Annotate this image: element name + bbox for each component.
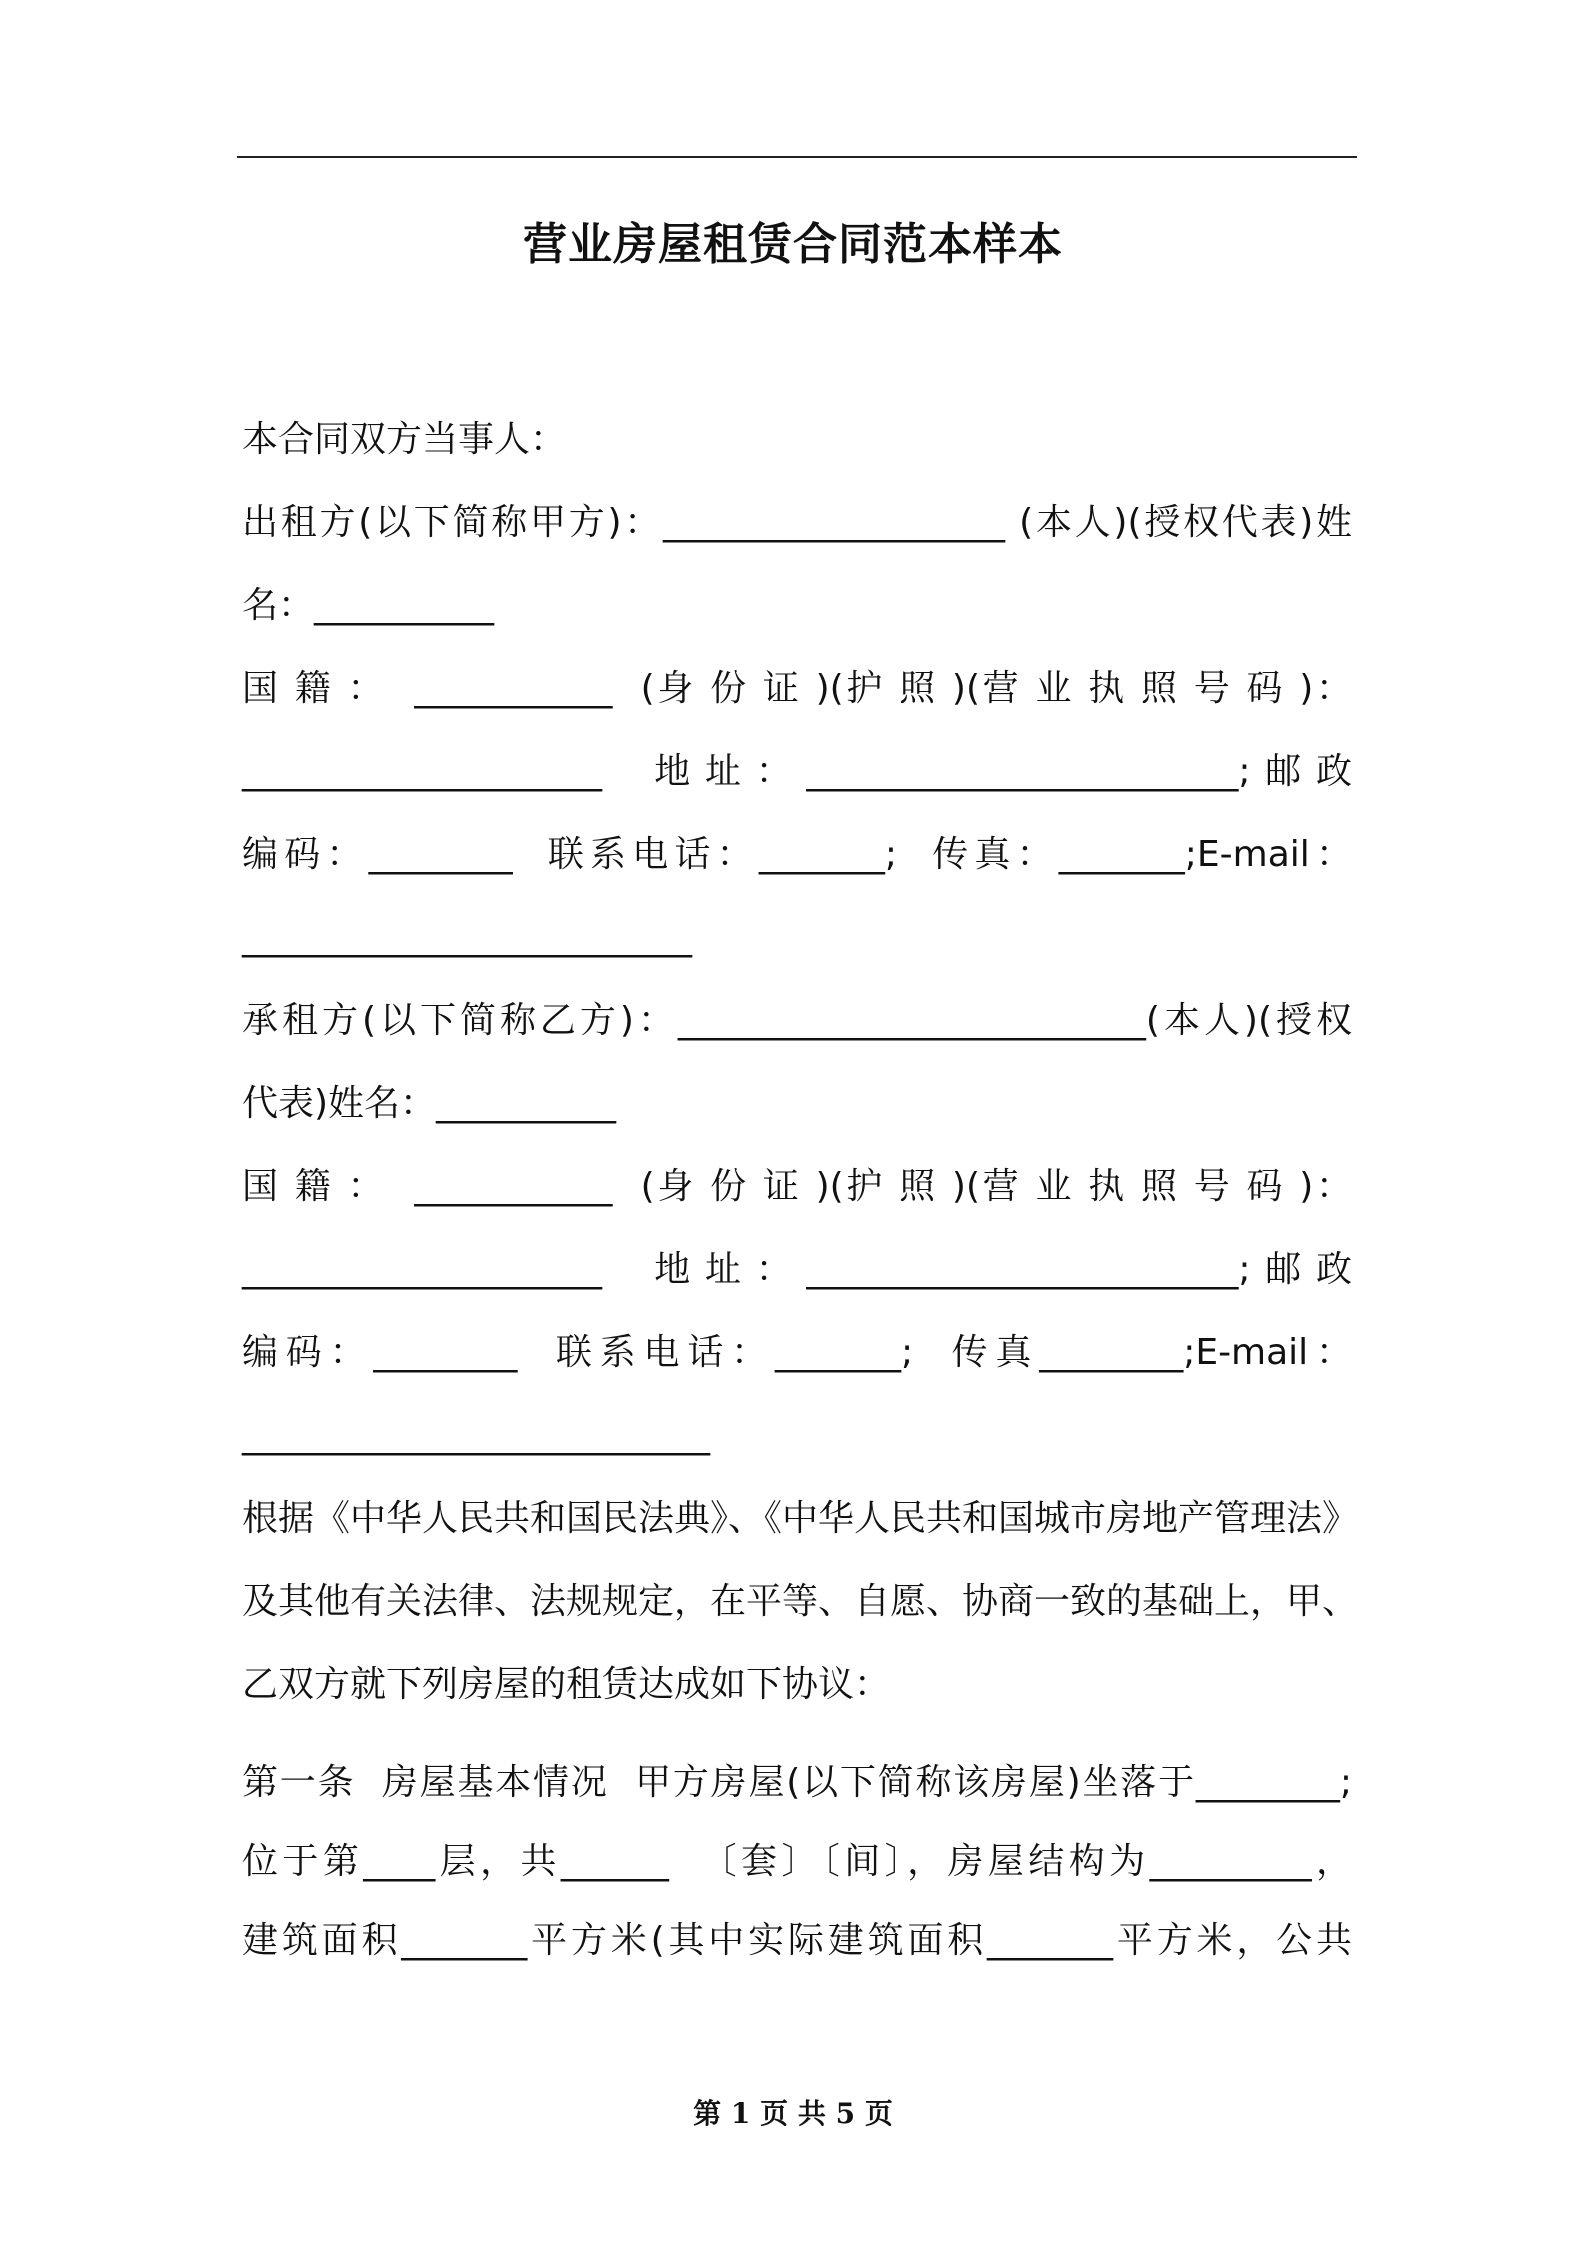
contract-line: 位于第____层，共______ 〔套〕〔间〕，房屋结构为_________，	[242, 1841, 1352, 1882]
contract-line: 承租方(以下简称乙方)：__________________________(本人)(授权	[242, 1000, 1352, 1041]
contract-line: 及其他有关法律、法规规定，在平等、自愿、协商一致的基础上，甲、	[242, 1581, 1359, 1622]
contract-line: 代表)姓名：__________	[242, 1083, 617, 1124]
contract-line: 编码：________ 联系电话：_______; 传真：_______;E-mail：	[242, 834, 1352, 875]
contract-line: __________________________	[242, 1415, 710, 1456]
contract-line: 根据《中华人民共和国民法典》、《中华人民共和国城市房地产管理法》	[242, 1498, 1359, 1539]
contract-line: 出租方(以下简称甲方)：___________________ (本人)(授权代表)姓	[242, 502, 1352, 543]
contract-line: 乙双方就下列房屋的租赁达成如下协议：	[242, 1664, 891, 1705]
contract-line: 建筑面积_______平方米(其中实际建筑面积_______平方米，公共	[242, 1920, 1352, 1961]
contract-line: ____________________ 地址：________________________;邮政	[242, 751, 1352, 792]
contract-line: 编码：________ 联系电话：_______; 传真________;E-mail：	[242, 1332, 1352, 1373]
contract-line: _________________________	[242, 917, 692, 958]
contract-line: 国 籍 ： ___________ (身 份 证 )(护 照 )(营 业 执 照 号 码 )：	[242, 1166, 1352, 1207]
contract-line: 第一条 房屋基本情况 甲方房屋(以下简称该房屋)坐落于________;	[242, 1762, 1352, 1803]
contract-line: 国 籍 ： ___________ (身 份 证 )(护 照 )(营 业 执 照 号 码 )：	[242, 668, 1352, 709]
contract-line: 名：__________	[242, 585, 495, 626]
contract-line: ____________________ 地址：________________________;邮政	[242, 1249, 1352, 1290]
contract-line: 本合同双方当事人：	[242, 419, 567, 460]
document-title: 营业房屋租赁合同范本样本	[523, 219, 1063, 270]
page-number: 第 1 页 共 5 页	[693, 2097, 893, 2130]
header-rule	[237, 156, 1357, 158]
